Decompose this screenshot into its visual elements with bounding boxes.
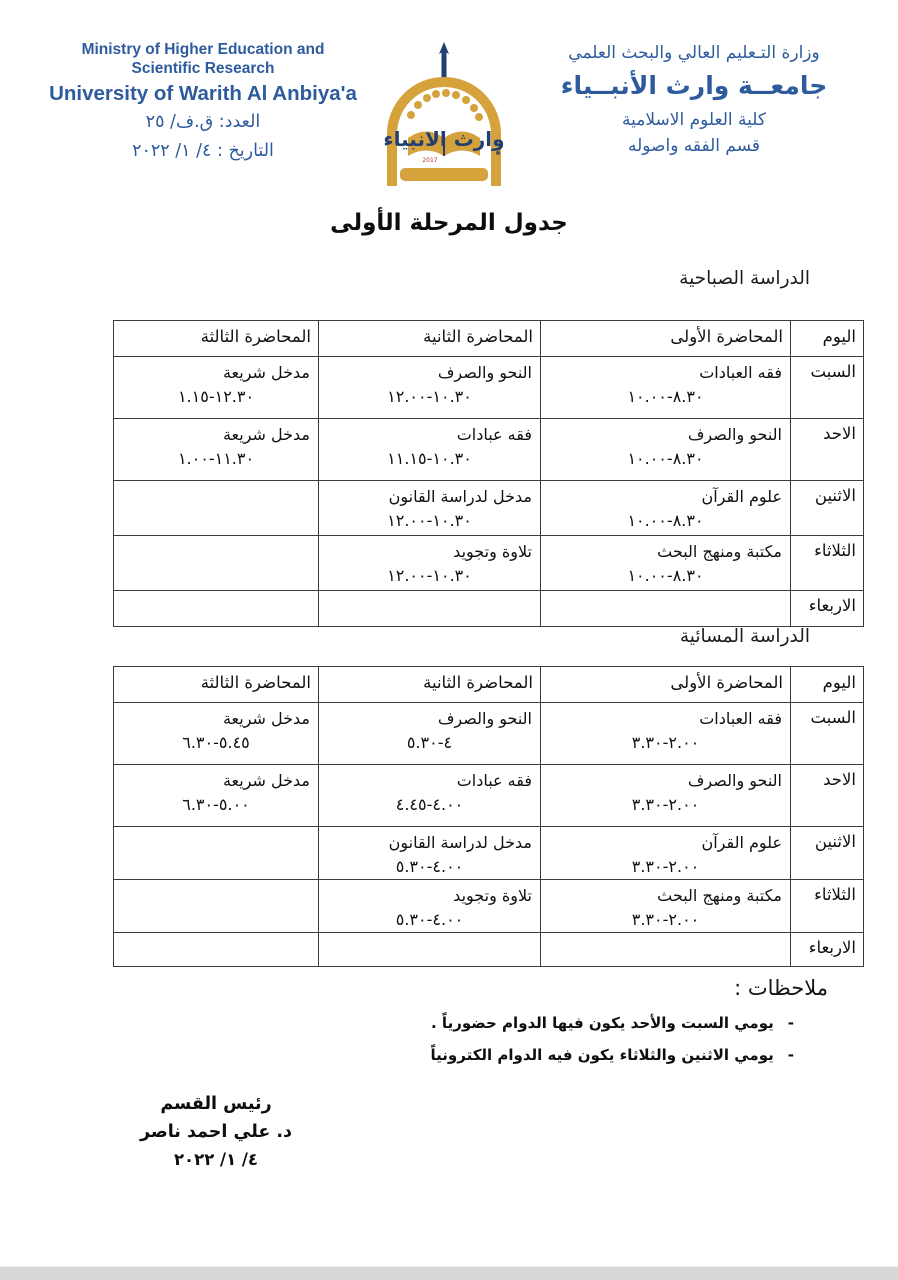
morning-section-label: الدراسة الصباحية [679,268,810,289]
signature-date: ٤/ ١/ ٢٠٢٢ [173,1150,258,1169]
day-cell: الاحد [791,419,864,481]
time-text: ١٠.٣٠-١٢.٠٠ [387,566,472,585]
lecture-cell [114,827,319,880]
signature-name: د. علي احمد ناصر [139,1122,293,1142]
lecture-cell [541,591,791,627]
signature-role: رئيس القسم [160,1094,272,1114]
ministry-arabic: وزارة التـعليم العالي والبحث العلمي [568,43,820,63]
lecture-cell [114,481,319,536]
day-cell: السبت [791,703,864,765]
subject-text: مدخل لدراسة القانون [388,487,532,506]
subject-text: مدخل شريعة [222,709,310,728]
day-cell: الاحد [791,765,864,827]
subject-text: فقه عبادات [456,771,532,790]
time-text: ١٠.٣٠-١٢.٠٠ [387,511,472,530]
lecture-cell [541,481,791,536]
subject-text: النحو والصرف [437,363,532,382]
day-cell: الثلاثاء [791,880,864,933]
notes-title: ملاحظات : [734,976,828,1000]
column-header-lecture1: المحاضرة الأولى [541,321,791,357]
time-text: ١٠.٣٠-١١.١٥ [387,449,472,468]
table-row [114,536,864,591]
subject-text: مكتبة ومنهج البحث [657,542,782,561]
time-text: ٥.٤٥-٦.٣٠ [182,733,250,752]
lecture-cell [541,880,791,933]
evening-section-label: الدراسة المسائية [679,626,810,647]
notes-block [431,976,828,1064]
morning-schedule-table [113,320,864,627]
lecture-cell [319,357,541,419]
column-header-lecture1: المحاضرة الأولى [541,667,791,703]
scan-edge-shadow [0,1267,898,1280]
table-row [114,481,864,536]
lecture-cell [541,703,791,765]
lecture-cell [319,419,541,481]
note-item [431,1046,794,1064]
day-cell: الاربعاء [791,591,864,627]
table-row [114,591,864,627]
lecture-cell [114,703,319,765]
table-row [114,703,864,765]
lecture-cell [541,419,791,481]
column-header-lecture3: المحاضرة الثالثة [114,667,319,703]
column-header-day: اليوم [791,667,864,703]
university-english: University of Warith Al Anbiya'a [49,82,357,105]
logo-calligraphy-text: وارث الانبياء [383,127,505,151]
time-text: ٨.٣٠-١٠.٠٠ [627,511,704,530]
subject-text: فقه العبادات [699,709,782,728]
dash-bullet-icon: - [787,1046,794,1064]
scan-speck [496,151,500,155]
time-text: ١١.٣٠-١.٠٠ [177,449,255,468]
time-text: ٤.٠٠-٤.٤٥ [395,795,464,814]
lecture-cell [114,591,319,627]
day-cell: السبت [791,357,864,419]
lecture-cell [319,481,541,536]
evening-schedule-table [113,666,864,967]
time-text: ٨.٣٠-١٠.٠٠ [627,449,704,468]
ministry-english-line1: Ministry of Higher Education and [81,41,325,58]
lecture-cell [541,933,791,967]
university-logo-icon [378,42,510,192]
time-text: ٢.٠٠-٣.٣٠ [631,795,700,814]
time-text: ٤.٠٠-٥.٣٠ [395,910,464,929]
time-text: ٤.٠٠-٥.٣٠ [395,857,464,876]
lecture-cell [541,357,791,419]
university-arabic: جامعــة وارث الأنبــياء [560,71,828,100]
lecture-cell [319,880,541,933]
subject-text: تلاوة وتجويد [453,886,532,905]
time-text: ١٠.٣٠-١٢.٠٠ [387,387,472,406]
subject-text: مدخل لدراسة القانون [388,833,532,852]
dash-bullet-icon: - [787,1014,794,1032]
lecture-cell [541,827,791,880]
subject-text: علوم القرآن [701,833,782,852]
signature-block [90,1090,342,1174]
time-text: ٥.٠٠-٦.٣٠ [182,795,250,814]
lecture-cell [114,536,319,591]
document-date: التاريخ : ٤/ ١/ ٢٠٢٢ [132,141,274,161]
column-header-day: اليوم [791,321,864,357]
day-cell: الاربعاء [791,933,864,967]
column-header-lecture3: المحاضرة الثالثة [114,321,319,357]
column-header-lecture2: المحاضرة الثانية [319,667,541,703]
lecture-cell [541,765,791,827]
table-row [114,419,864,481]
time-text: ٨.٣٠-١٠.٠٠ [627,566,704,585]
subject-text: فقه العبادات [699,363,782,382]
ministry-english-line2: Scientific Research [131,60,275,77]
lecture-cell [114,357,319,419]
time-text: ٤-٥.٣٠ [406,733,453,752]
document-number: العدد: ق.ف/ ٢٥ [145,112,261,132]
time-text: ٢.٠٠-٣.٣٠ [631,733,700,752]
lecture-cell [541,536,791,591]
header-right-block [505,42,883,158]
time-text: ٢.٠٠-٣.٣٠ [631,910,700,929]
subject-text: مدخل شريعة [222,771,310,790]
subject-text: النحو والصرف [687,425,782,444]
subject-text: النحو والصرف [687,771,782,790]
lecture-cell [114,933,319,967]
subject-text: مكتبة ومنهج البحث [657,886,782,905]
table-row [114,357,864,419]
lecture-cell [114,419,319,481]
college-name: كلية العلوم الاسلامية [622,110,766,130]
time-text: ٨.٣٠-١٠.٠٠ [627,387,704,406]
department-name: قسم الفقه واصوله [627,136,761,156]
table-row [114,765,864,827]
note-text: يومي الاثنين والثلاثاء يكون فيه الدوام الكترونياً [430,1046,774,1064]
note-text: يومي السبت والأحد يكون فيها الدوام حضورياً . [431,1014,774,1032]
table-header-row [114,321,864,357]
note-item [431,1014,794,1032]
column-header-lecture2: المحاضرة الثانية [319,321,541,357]
day-cell: الاثنين [791,481,864,536]
table-row [114,933,864,967]
table-header-row [114,667,864,703]
subject-text: علوم القرآن [701,487,782,506]
lecture-cell [319,827,541,880]
logo-year-text: 2017 [422,157,438,164]
header-left-block [36,40,370,165]
day-cell: الثلاثاء [791,536,864,591]
lecture-cell [114,880,319,933]
page-title: جدول المرحلة الأولى [330,210,568,236]
day-cell: الاثنين [791,827,864,880]
subject-text: مدخل شريعة [222,425,310,444]
time-text: ١٢.٣٠-١.١٥ [177,387,255,406]
subject-text: فقه عبادات [456,425,532,444]
lecture-cell [319,765,541,827]
table-row [114,880,864,933]
subject-text: مدخل شريعة [222,363,310,382]
lecture-cell [319,536,541,591]
subject-text: تلاوة وتجويد [453,542,532,561]
subject-text: النحو والصرف [437,709,532,728]
logo-banner-icon [400,168,488,181]
lecture-cell [319,703,541,765]
time-text: ٢.٠٠-٣.٣٠ [631,857,700,876]
lecture-cell [319,933,541,967]
lecture-cell [114,765,319,827]
lecture-cell [319,591,541,627]
table-row [114,827,864,880]
